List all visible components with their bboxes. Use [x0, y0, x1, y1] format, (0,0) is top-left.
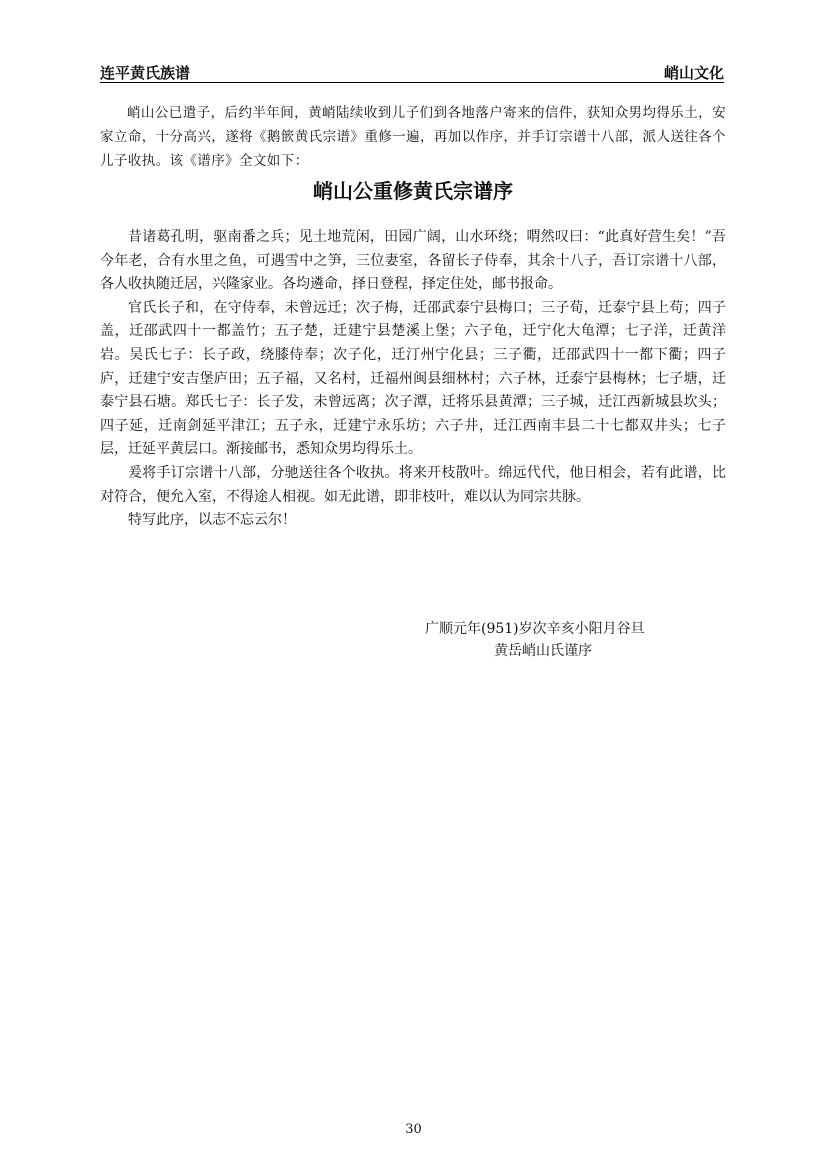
body-paragraph: 爰将手订宗谱十八部，分驰送往各个收执。将来开枝散叶。绵远代代，他日相会，若有此谱，比对符合，便允入室，不得途人相视。如无此谱，即非枝叶，难以认为同宗共脉。 — [100, 464, 726, 505]
header-section-title: 峭山文化 — [663, 64, 724, 82]
preface-title: 峭山公重修黄氏宗谱序 — [313, 179, 513, 203]
preface-body — [100, 226, 726, 533]
body-paragraph: 昔诸葛孔明，驱南番之兵；见土地荒闲，田园广阔，山水环绕；喟然叹曰：“此真好营生矣！”吾今年老，合有水里之鱼，可遇雪中之笋，三位妻室，各留长子侍奉，其余十八子，吾订宗谱十八部，各人收执随迁居，兴隆家业。各均遴命，择日登程，择定住处，邮书报命。 — [100, 229, 726, 293]
intro-paragraph: 峭山公已遣子，后约半年间，黄峭陆续收到儿子们到各地落户寄来的信件，获知众男均得乐土，安家立命，十分高兴，遂将《鹅篏黄氏宗谱》重修一遍，再加以作序，并手订宗谱十八部，派人送往各个儿子收执。该《谱序》全文如下： — [100, 105, 726, 169]
body-paragraph: 特写此序，以志不忘云尔！ — [128, 512, 296, 529]
signature-date: 广顺元年(951)岁次辛亥小阳月谷旦 — [425, 621, 645, 637]
signature-author: 黄岳峭山氏谨序 — [494, 643, 592, 659]
page-header — [100, 60, 724, 83]
page-number: 30 — [405, 1122, 422, 1137]
header-book-title: 连平黄氏族谱 — [100, 64, 191, 82]
body-paragraph: 官氏长子和，在守侍奉，未曾远迁；次子梅，迁邵武泰宁县梅口；三子荀，迁泰宁县上苟；四子盖，迁邵武四十一都盖竹；五子楚，迁建宁县楚溪上堡；六子龟，迁宁化大龟潭；七子洋，迁黄洋岩。吴氏七子：长子政，绕膝侍奉；次子化，迁汀州宁化县；三子衢，迁邵武四十一都下衢；四子庐，迁建宁安吉堡庐田；五子福，又名村，迁福州闽县细林村；六子林，迁泰宁县梅林；七子塘，迁泰宁县石塘。郑氏七子：长子发，未曾远离；次子潭，迁将乐县黄潭；三子城，迁江西新城县坎头；四子延，迁南剑延平津江；五子永，迁建宁永乐坊；六子井，迁江西南丰县二十七都双井头；七子层，迁延平黄层口。渐接邮书，悉知众男均得乐土。 — [100, 299, 726, 458]
